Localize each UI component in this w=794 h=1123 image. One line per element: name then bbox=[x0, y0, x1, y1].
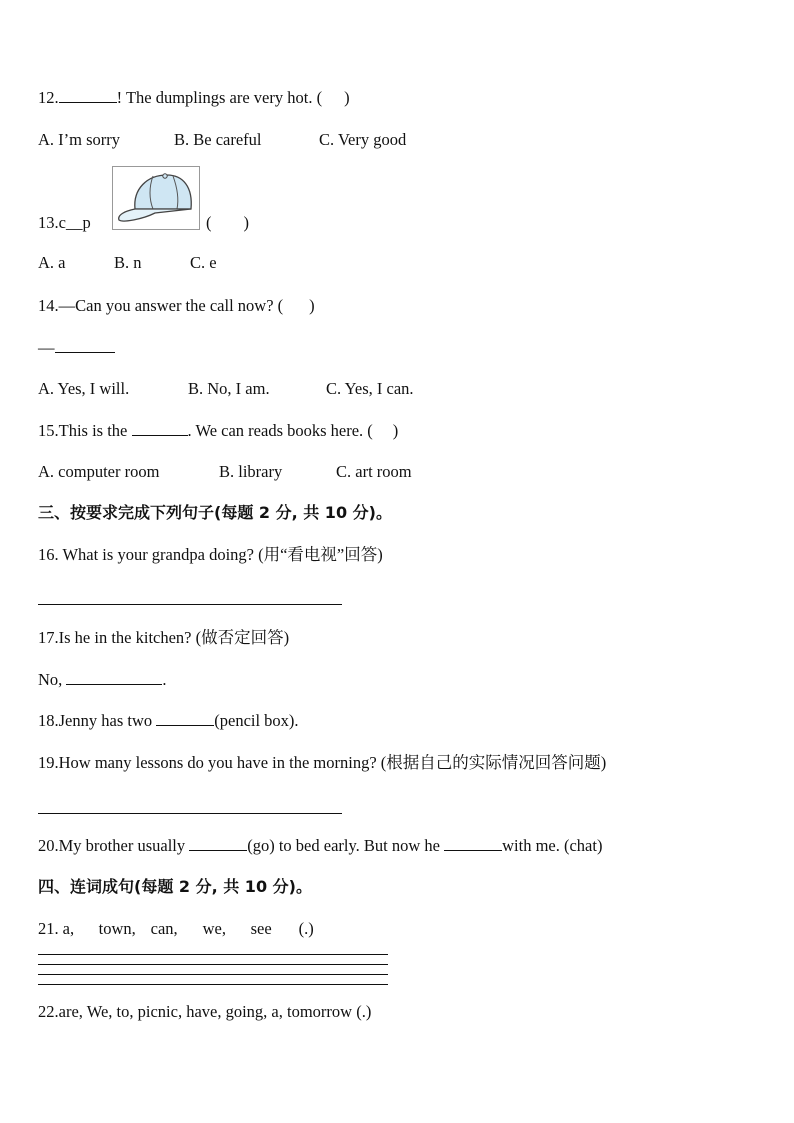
q18-text-1: 18.Jenny has two bbox=[38, 711, 153, 730]
q20-answer-blank-2[interactable] bbox=[444, 836, 502, 851]
q13-number: 13. bbox=[38, 213, 59, 232]
q21-word-4: we, bbox=[202, 919, 226, 938]
question-14 bbox=[38, 296, 315, 316]
q15-option-c[interactable]: C. art room bbox=[336, 462, 412, 481]
q13-word: c__p bbox=[58, 213, 91, 232]
q15-number: 15. bbox=[38, 421, 59, 440]
q13-option-a[interactable]: A. a bbox=[38, 253, 66, 272]
q21-word-6: (.) bbox=[298, 919, 314, 938]
q21-writing-line-2[interactable] bbox=[38, 964, 388, 965]
q14-answer-line bbox=[38, 338, 115, 358]
q12-options bbox=[38, 130, 406, 150]
q15-option-b[interactable]: B. library bbox=[219, 462, 283, 481]
question-17: 17.Is he in the kitchen? (做否定回答) bbox=[38, 628, 290, 647]
q21-writing-line-4[interactable] bbox=[38, 984, 388, 985]
q12-option-a[interactable]: A. I’m sorry bbox=[38, 130, 121, 149]
q17-answer-prefix: No, bbox=[38, 670, 63, 689]
q14-number: 14. bbox=[38, 296, 59, 315]
q12-text: ! The dumplings are very hot. ( bbox=[116, 88, 323, 107]
question-15 bbox=[38, 421, 398, 441]
q18-text-2: (pencil box). bbox=[214, 711, 299, 730]
q14-option-c[interactable]: C. Yes, I can. bbox=[326, 379, 414, 398]
q17-answer-blank[interactable] bbox=[66, 670, 162, 685]
q20-text-2: (go) to bed early. But now he bbox=[247, 836, 440, 855]
q16-answer-line[interactable] bbox=[38, 604, 342, 605]
q12-close-paren: ) bbox=[344, 88, 350, 107]
q21-word-2: town, bbox=[98, 919, 136, 938]
q13-options bbox=[38, 253, 217, 273]
q13-parens bbox=[206, 213, 249, 233]
q12-number: 12. bbox=[38, 88, 59, 107]
q15-close-paren: ) bbox=[392, 421, 399, 440]
q14-option-b[interactable]: B. No, I am. bbox=[188, 379, 270, 398]
question-19: 19.How many lessons do you have in the morning? (根据自己的实际情况回答问题) bbox=[38, 753, 607, 772]
cap-icon bbox=[113, 167, 199, 229]
q14-close-paren: ) bbox=[309, 296, 315, 315]
question-13 bbox=[38, 213, 91, 233]
q18-answer-blank[interactable] bbox=[156, 711, 214, 726]
q15-text-2: . We can reads books here. ( bbox=[187, 421, 373, 440]
q14-option-a[interactable]: A. Yes, I will. bbox=[38, 379, 130, 398]
q20-text-3: with me. (chat) bbox=[502, 836, 603, 855]
q14-options bbox=[38, 379, 414, 399]
question-12 bbox=[38, 88, 350, 108]
q21-word-1: a, bbox=[62, 919, 75, 938]
q17-answer-line bbox=[38, 670, 167, 690]
question-22: 22.are, We, to, picnic, have, going, a, tomorrow (.) bbox=[38, 1002, 372, 1021]
section-3-heading: 三、按要求完成下列句子(每题 2 分, 共 10 分)。 bbox=[38, 503, 392, 522]
q13-close-paren: ) bbox=[243, 213, 249, 232]
q12-answer-blank[interactable] bbox=[59, 88, 117, 103]
q14-answer-blank[interactable] bbox=[55, 338, 115, 353]
q15-options bbox=[38, 462, 412, 482]
q21-number: 21. bbox=[38, 919, 59, 938]
q15-answer-blank[interactable] bbox=[132, 421, 188, 436]
cap-image bbox=[112, 166, 200, 230]
section-4-heading: 四、连词成句(每题 2 分, 共 10 分)。 bbox=[38, 877, 312, 896]
q20-answer-blank-1[interactable] bbox=[189, 836, 247, 851]
q15-option-a[interactable]: A. computer room bbox=[38, 462, 160, 481]
q17-answer-suffix: . bbox=[162, 670, 167, 689]
q12-option-c[interactable]: C. Very good bbox=[319, 130, 407, 149]
q20-text-1: 20.My brother usually bbox=[38, 836, 186, 855]
q15-text-1: This is the bbox=[58, 421, 128, 440]
question-20 bbox=[38, 836, 602, 856]
question-21 bbox=[38, 919, 314, 939]
question-18 bbox=[38, 711, 299, 731]
q13-open-paren: ( bbox=[206, 213, 212, 232]
q19-answer-line[interactable] bbox=[38, 813, 342, 814]
q21-writing-line-1[interactable] bbox=[38, 954, 388, 955]
q13-option-b[interactable]: B. n bbox=[114, 253, 142, 272]
q12-option-b[interactable]: B. Be careful bbox=[174, 130, 262, 149]
q21-word-5: see bbox=[250, 919, 272, 938]
q14-text: —Can you answer the call now? ( bbox=[58, 296, 284, 315]
q13-option-c[interactable]: C. e bbox=[190, 253, 217, 272]
question-16: 16. What is your grandpa doing? (用“看电视”回答) bbox=[38, 545, 383, 564]
q21-writing-line-3[interactable] bbox=[38, 974, 388, 975]
q21-word-3: can, bbox=[150, 919, 178, 938]
q14-dash: — bbox=[38, 338, 55, 357]
